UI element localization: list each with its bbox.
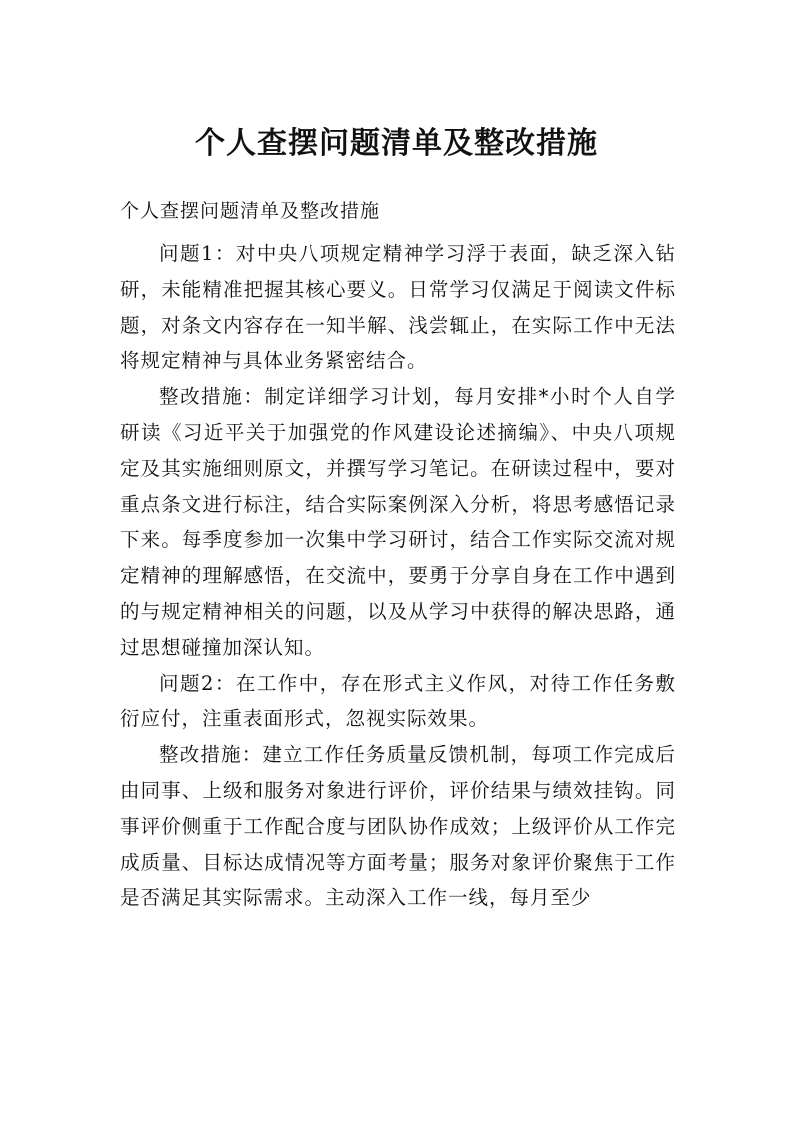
paragraph-problem-2: 问题2：在工作中，存在形式主义作风，对待工作任务敷衍应付，注重表面形式，忽视实际效果。	[120, 671, 676, 731]
paragraph-measures-2: 整改措施：建立工作任务质量反馈机制，每项工作完成后由同事、上级和服务对象进行评价，评价结果与绩效挂钩。同事评价侧重于工作配合度与团队协作成效；上级评价从工作完成质量、目标达成情况等方面考量；服务对象评价聚焦于工作是否满足其实际需求。主动深入工作一线，每月至少	[120, 743, 676, 910]
paragraph-measures-1: 整改措施：制定详细学习计划，每月安排*小时个人自学研读《习近平关于加强党的作风建设论述摘编》、中央八项规定及其实施细则原文，并撰写学习笔记。在研读过程中，要对重点条文进行标注，结合实际案例深入分析，将思考感悟记录下来。每季度参加一次集中学习研讨，结合工作实际交流对规定精神的理解感悟，在交流中，要勇于分享自身在工作中遇到的与规定精神相关的问题，以及从学习中获得的解决思路，通过思想碰撞加深认知。	[120, 385, 676, 659]
document-body	[120, 236, 676, 916]
document-subtitle: 个人查摆问题清单及整改措施	[120, 200, 381, 222]
document-title: 个人查摆问题清单及整改措施	[195, 126, 598, 161]
paragraph-problem-1: 问题1：对中央八项规定精神学习浮于表面，缺乏深入钻研，未能精准把握其核心要义。日常学习仅满足于阅读文件标题，对条文内容存在一知半解、浅尝辄止，在实际工作中无法将规定精神与具体业务紧密结合。	[120, 242, 676, 373]
